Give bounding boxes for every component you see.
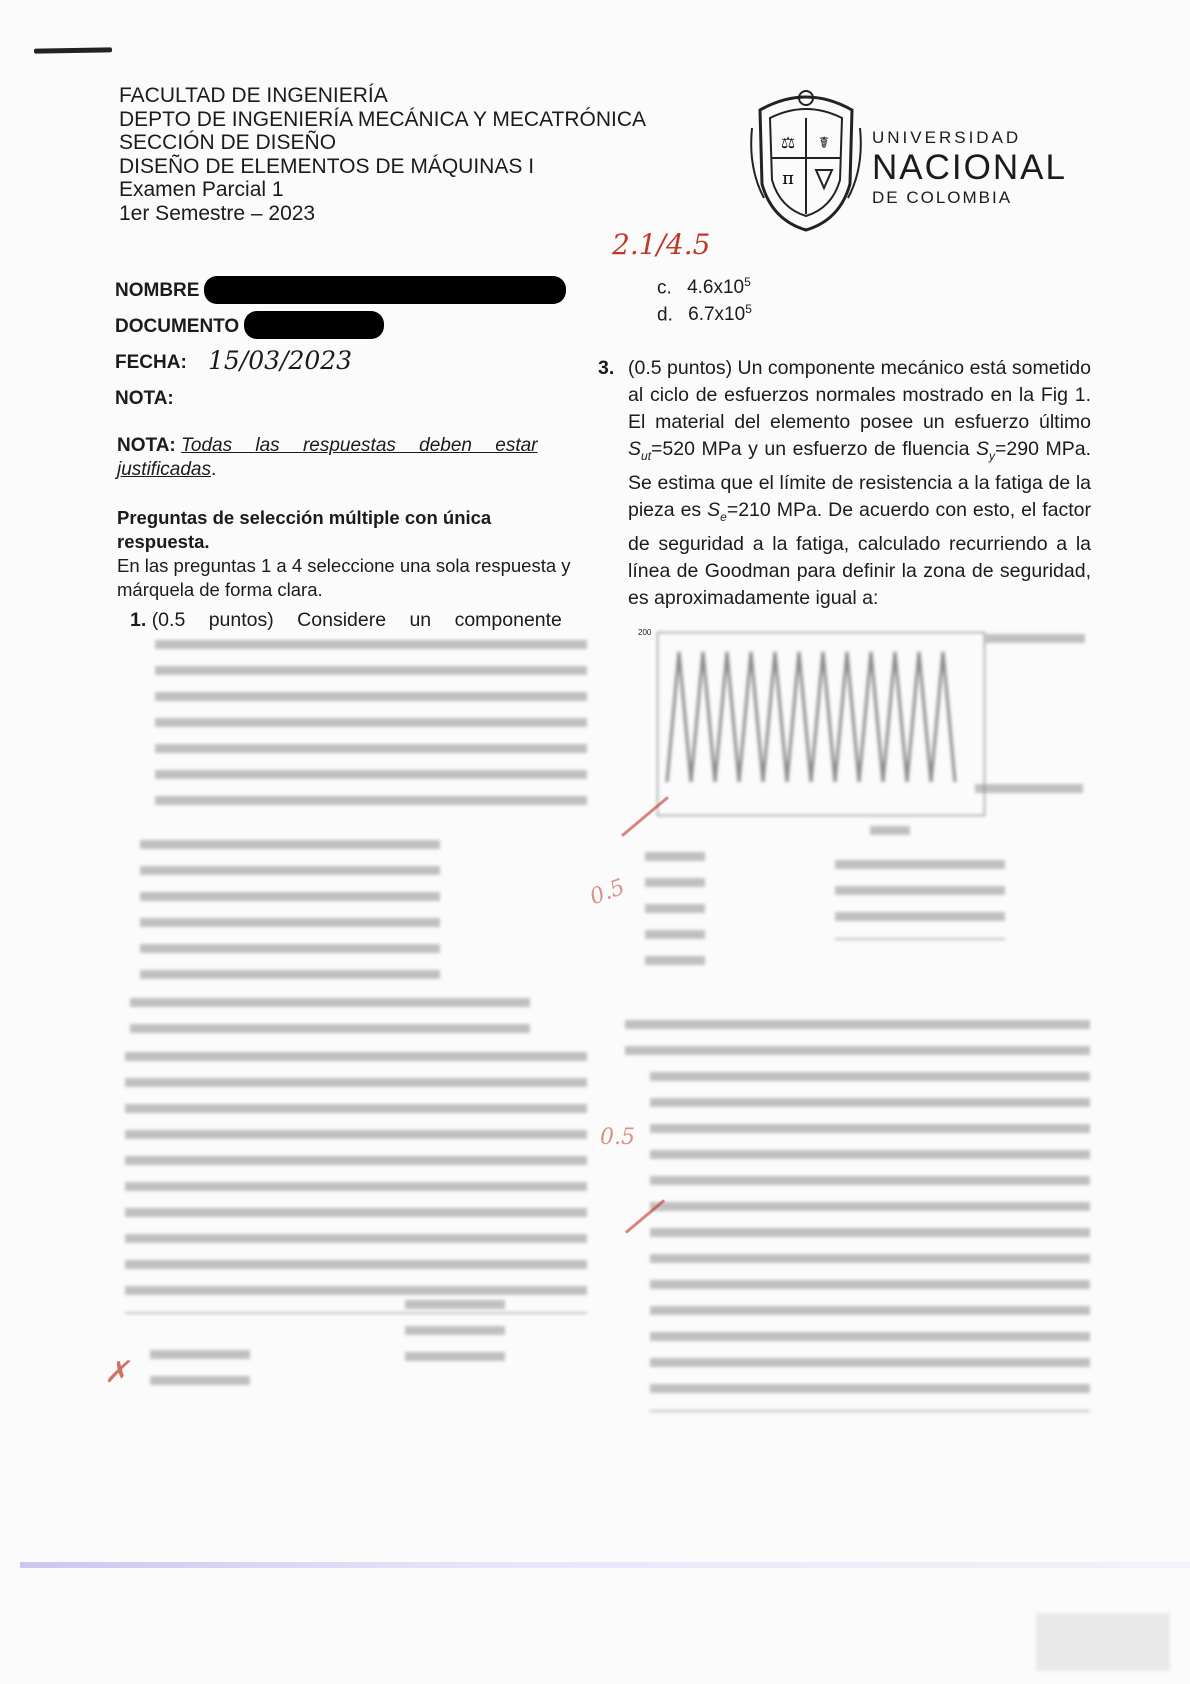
note-label: NOTA: <box>117 435 176 456</box>
blurred-content <box>140 840 440 990</box>
svg-text:☤: ☤ <box>818 133 830 152</box>
blurred-content <box>975 784 1083 796</box>
blurred-content <box>125 1052 587 1314</box>
scanner-watermark <box>1036 1613 1170 1671</box>
blurred-content <box>835 860 1005 940</box>
header-line: FACULTAD DE INGENIERÍA <box>119 84 388 107</box>
question-text: =290 MPa. Se estima que el límite de resistencia a la fatiga de la pieza es <box>628 438 1091 521</box>
question-3 <box>598 355 1091 612</box>
option-letter: c. <box>657 277 672 299</box>
blurred-content <box>985 634 1085 646</box>
symbol: S <box>628 438 642 460</box>
question-text: (0.5 puntos) Un componente mecánico está sometido al ciclo de esfuerzos normales mostrado en la Fig 1. El material del elemento posee un esfuerzo último <box>628 357 1091 433</box>
question-number: 1. <box>130 609 147 631</box>
blurred-content <box>625 1020 1090 1070</box>
pen-mark <box>34 47 112 53</box>
instructions <box>117 506 587 602</box>
instructions-title: Preguntas de selección múltiple con única respuesta. <box>117 507 492 552</box>
instructions-body: En las preguntas 1 a 4 seleccione una sola respuesta y márquela de forma clara. <box>117 555 571 600</box>
red-mark: 0.5 <box>586 874 629 911</box>
fig-ytick: 200 <box>638 628 652 637</box>
header-line: SECCIÓN DE DISEÑO <box>119 131 337 154</box>
document-redaction <box>244 311 384 339</box>
symbol: S <box>707 498 721 521</box>
note-text: Todas las respuestas deben estar justificadas <box>117 435 538 480</box>
option-exponent: 5 <box>744 275 751 289</box>
header-line: DISEÑO DE ELEMENTOS DE MÁQUINAS I <box>119 154 535 178</box>
symbol-sub: ut <box>641 448 652 463</box>
red-mark: 0.5 <box>600 1125 635 1150</box>
option-exponent: 5 <box>745 302 752 316</box>
svg-text:⚖: ⚖ <box>780 133 796 152</box>
fecha-value: 15/03/2023 <box>208 346 353 375</box>
blurred-content <box>405 1300 505 1370</box>
documento-label: DOCUMENTO <box>115 316 240 337</box>
question-number: 3. <box>598 357 615 379</box>
question-text: (0.5 puntos) Considere un componente <box>151 609 562 631</box>
university-line2: NACIONAL <box>872 148 1067 187</box>
symbol-sub: e <box>720 509 727 524</box>
question-text: =210 MPa. De acuerdo con esto, el factor de seguridad a la fatiga, calculado recurriendo a la línea de Goodman para definir la zona de seguridad, es aproximadamente igual a: <box>628 498 1091 609</box>
svg-text:π: π <box>782 168 794 189</box>
question-text: =520 MPa y un esfuerzo de fluencia <box>651 438 976 460</box>
fecha-label: FECHA: <box>115 352 187 373</box>
symbol-sub: y <box>989 448 996 463</box>
option-value: 4.6x10 <box>687 277 745 299</box>
blurred-content <box>650 1072 1090 1412</box>
nombre-label: NOMBRE <box>115 280 200 301</box>
scan-edge <box>20 1562 1190 1568</box>
question-1 <box>130 609 586 632</box>
blurred-content <box>150 1350 250 1400</box>
blurred-content <box>155 640 587 820</box>
blurred-content <box>870 826 910 838</box>
blurred-content <box>645 852 705 982</box>
course-header <box>119 84 646 225</box>
nota-grade-label: NOTA: <box>115 388 174 409</box>
university-name <box>872 128 1067 208</box>
red-check-mark <box>621 796 669 837</box>
university-line1: UNIVERSIDAD <box>872 128 1022 147</box>
justification-note: NOTA: Todas las respuestas deben estar justificadas. <box>117 435 538 480</box>
symbol: S <box>976 438 990 460</box>
name-redaction <box>204 276 566 304</box>
handwritten-grade: 2.1/4.5 <box>612 228 711 261</box>
stress-cycle-figure <box>657 632 985 816</box>
option-letter: d. <box>657 304 673 326</box>
university-crest-icon <box>750 88 862 234</box>
blurred-content <box>130 998 530 1038</box>
option-d <box>657 302 752 326</box>
header-line: DEPTO DE INGENIERÍA MECÁNICA Y MECATRÓNICA <box>119 107 647 131</box>
university-line3: DE COLOMBIA <box>872 188 1013 207</box>
option-c <box>657 275 751 299</box>
header-line: Examen Parcial 1 <box>119 178 284 201</box>
option-value: 6.7x10 <box>688 304 746 326</box>
header-line: 1er Semestre – 2023 <box>119 201 316 225</box>
red-mark: ✗ <box>104 1355 130 1390</box>
